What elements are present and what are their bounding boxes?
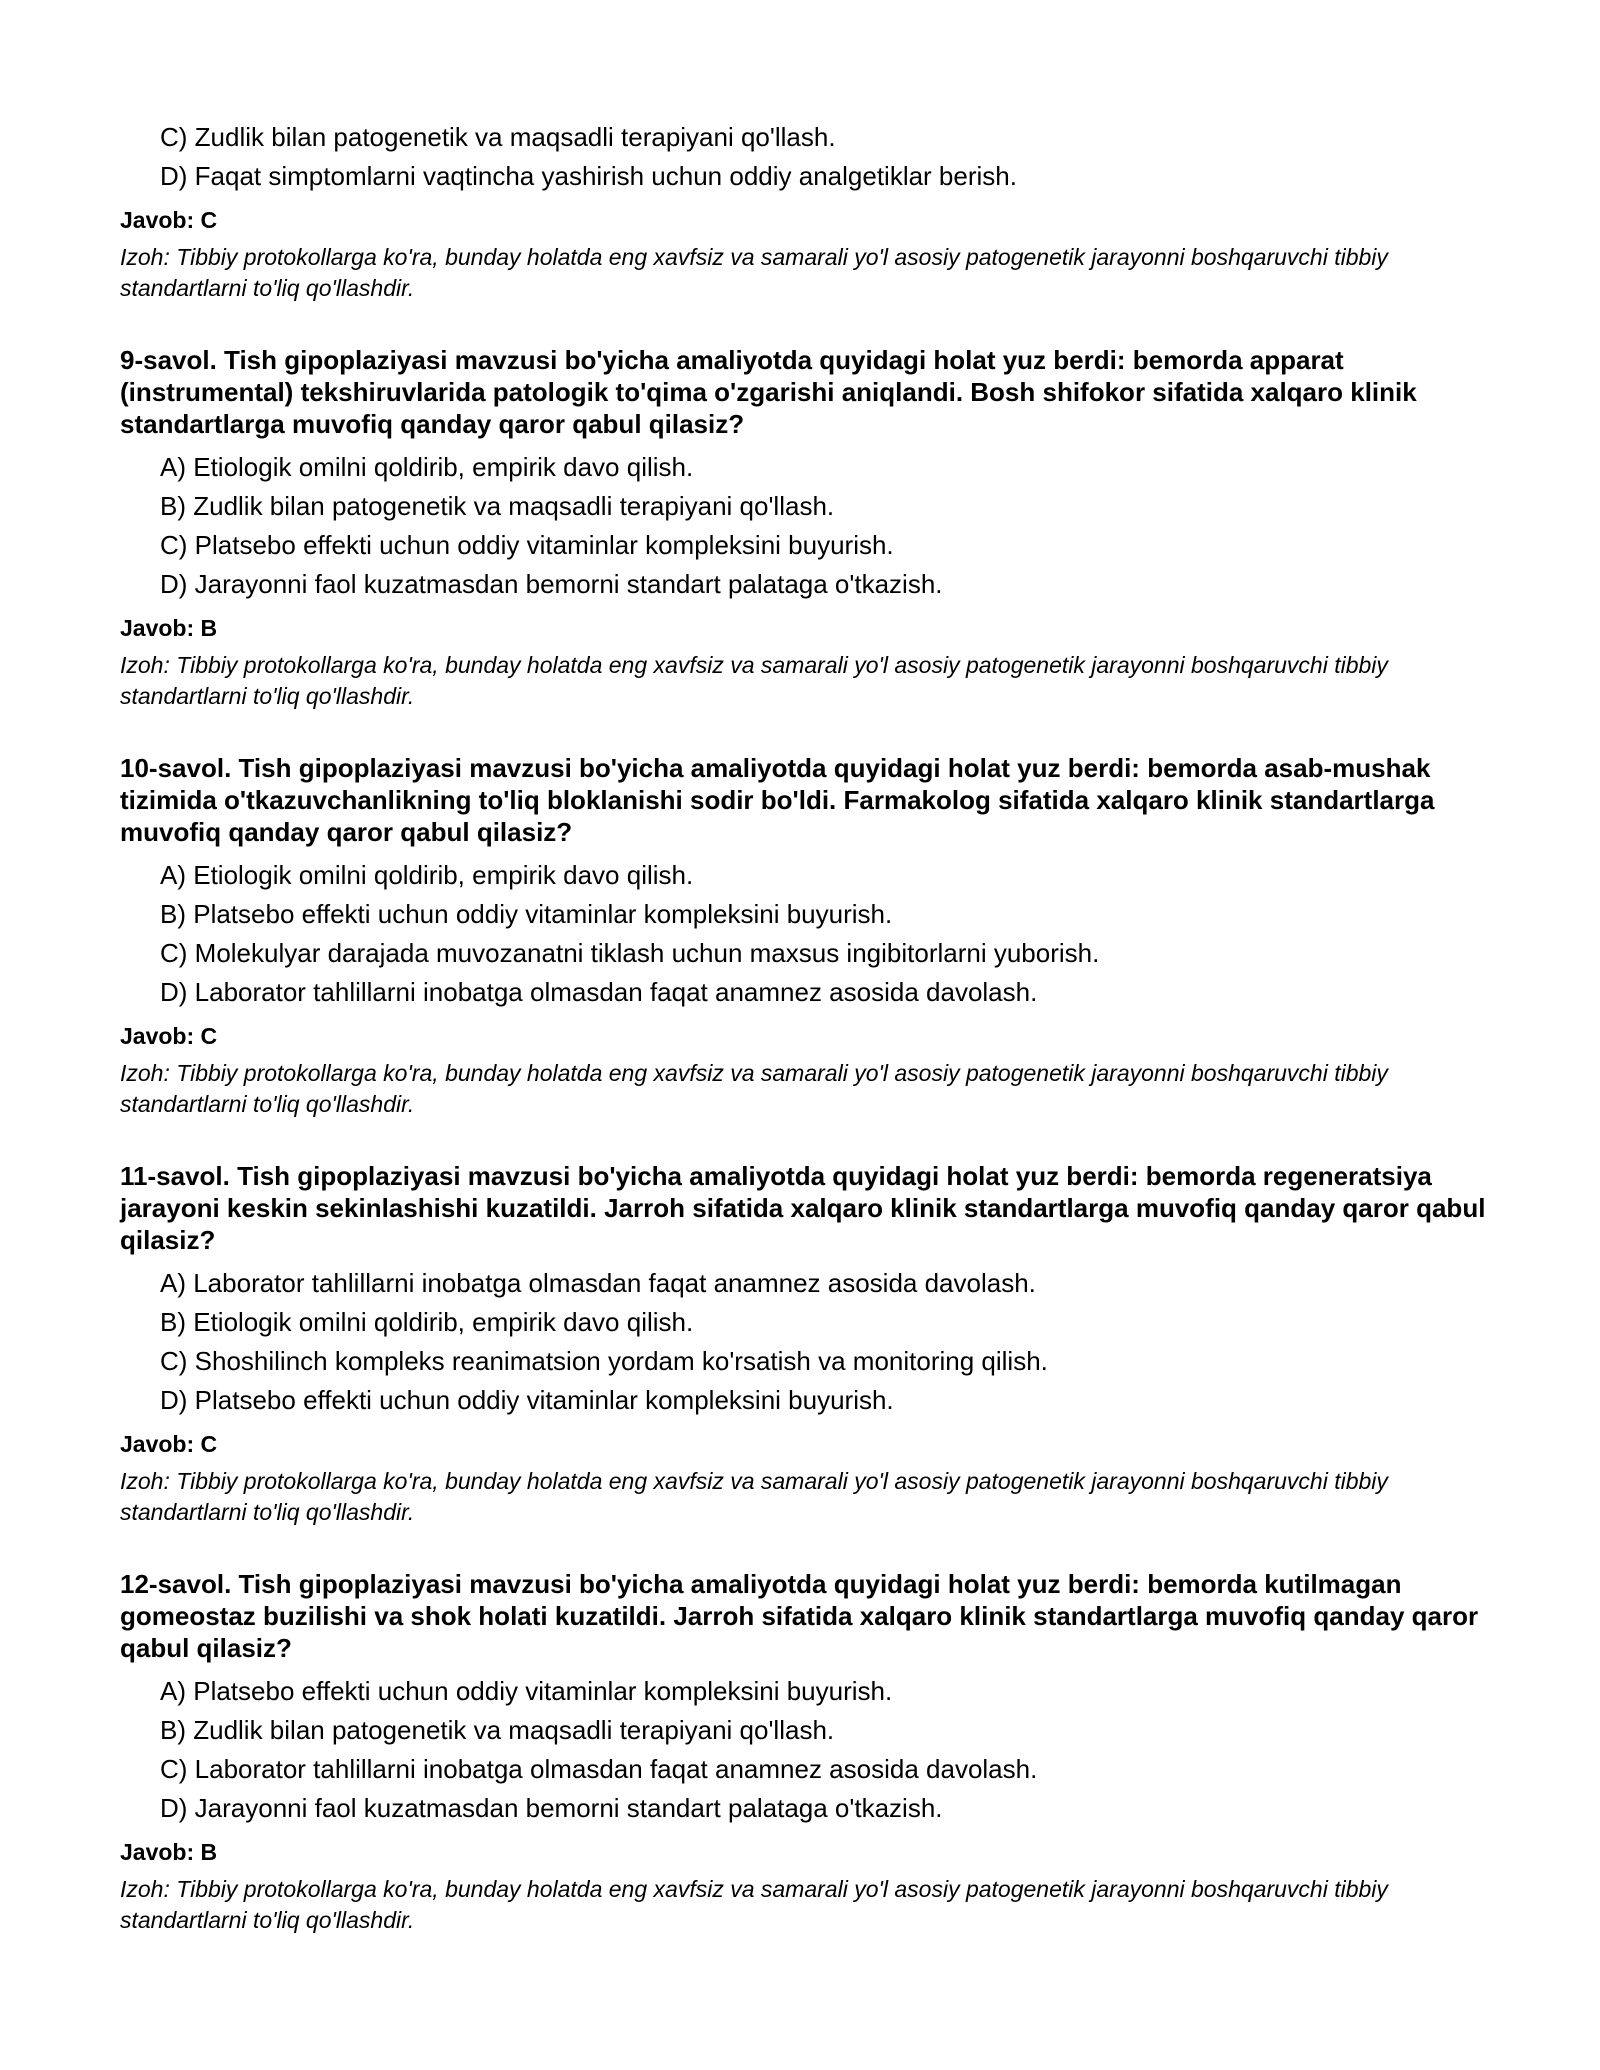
question-11 [120,1160,1500,1528]
option-b: B) Platsebo effekti uchun oddiy vitaminlar kompleksini buyurish. [160,899,893,929]
question-9 [120,344,1500,712]
option-c: C) Shoshilinch kompleks reanimatsion yordam ko'rsatish va monitoring qilish. [160,1346,1048,1376]
option-a: A) Etiologik omilni qoldirib, empirik davo qilish. [160,860,694,890]
option-d: D) Faqat simptomlarni vaqtincha yashirish uchun oddiy analgetiklar berish. [160,161,1017,191]
answer-label: Javob: C [120,207,218,233]
question-text: 12-savol. Tish gipoplaziyasi mavzusi bo'yicha amaliyotda quyidagi holat yuz berdi: bemorda kutilmagan gomeostaz buzilishi va shok holati kuzatildi. Jarroh sifatida xalqaro klinik standartlarga muvofiq qanday qaror qabul qilasiz? [120,1569,1479,1663]
question-text: 9-savol. Tish gipoplaziyasi mavzusi bo'yicha amaliyotda quyidagi holat yuz berdi: bemorda apparat (instrumental) tekshiruvlarida patologik to'qima o'zgarishi aniqlandi. Bosh shifokor sifatida xalqaro klinik standartlarga muvofiq qanday qaror qabul qilasiz? [120,345,1417,439]
question-text: 11-savol. Tish gipoplaziyasi mavzusi bo'yicha amaliyotda quyidagi holat yuz berdi: bemorda regeneratsiya jarayoni keskin sekinlashishi kuzatildi. Jarroh sifatida xalqaro klinik standartlarga muvofiq qanday qaror qabul qilasiz? [120,1161,1486,1255]
option-list [120,118,1500,196]
option-b: B) Etiologik omilni qoldirib, empirik davo qilish. [160,1307,694,1337]
option-c: C) Platsebo effekti uchun oddiy vitaminlar kompleksini buyurish. [160,530,894,560]
question-10 [120,752,1500,1120]
option-d: D) Jarayonni faol kuzatmasdan bemorni standart palataga o'tkazish. [160,569,943,599]
question-12 [120,1568,1500,1936]
option-c: C) Laborator tahlillarni inobatga olmasdan faqat anamnez asosida davolash. [160,1754,1038,1784]
answer-label: Javob: C [120,1023,218,1049]
explanation-note: Izoh: Tibbiy protokollarga ko'ra, bunday holatda eng xavfsiz va samarali yo'l asosiy patogenetik jarayonni boshqaruvchi tibbiy standartlarni to'liq qo'llashdir. [120,1468,1388,1525]
option-a: A) Platsebo effekti uchun oddiy vitaminlar kompleksini buyurish. [160,1676,893,1706]
option-list [120,856,1500,1012]
option-d: D) Laborator tahlillarni inobatga olmasdan faqat anamnez asosida davolash. [160,977,1038,1007]
explanation-note: Izoh: Tibbiy protokollarga ko'ra, bunday holatda eng xavfsiz va samarali yo'l asosiy patogenetik jarayonni boshqaruvchi tibbiy standartlarni to'liq qo'llashdir. [120,244,1388,301]
explanation-note: Izoh: Tibbiy protokollarga ko'ra, bunday holatda eng xavfsiz va samarali yo'l asosiy patogenetik jarayonni boshqaruvchi tibbiy standartlarni to'liq qo'llashdir. [120,1876,1388,1933]
option-c: C) Molekulyar darajada muvozanatni tiklash uchun maxsus ingibitorlarni yuborish. [160,938,1100,968]
option-list [120,1264,1500,1420]
option-a: A) Laborator tahlillarni inobatga olmasdan faqat anamnez asosida davolash. [160,1268,1036,1298]
answer-label: Javob: B [120,615,218,641]
option-d: D) Jarayonni faol kuzatmasdan bemorni standart palataga o'tkazish. [160,1793,943,1823]
option-c: C) Zudlik bilan patogenetik va maqsadli terapiyani qo'llash. [160,122,836,152]
option-d: D) Platsebo effekti uchun oddiy vitaminlar kompleksini buyurish. [160,1385,894,1415]
answer-label: Javob: C [120,1431,218,1457]
carryover-block [120,118,1500,304]
option-b: B) Zudlik bilan patogenetik va maqsadli terapiyani qo'llash. [160,1715,835,1745]
option-b: B) Zudlik bilan patogenetik va maqsadli terapiyani qo'llash. [160,491,835,521]
document-page [120,118,1500,1936]
option-a: A) Etiologik omilni qoldirib, empirik davo qilish. [160,452,694,482]
option-list [120,448,1500,604]
option-list [120,1672,1500,1828]
answer-label: Javob: B [120,1839,218,1865]
question-text: 10-savol. Tish gipoplaziyasi mavzusi bo'yicha amaliyotda quyidagi holat yuz berdi: bemorda asab-mushak tizimida o'tkazuvchanlikning to'liq bloklanishi sodir bo'ldi. Farmakolog sifatida xalqaro klinik standartlarga muvofiq qanday qaror qabul qilasiz? [120,753,1435,847]
explanation-note: Izoh: Tibbiy protokollarga ko'ra, bunday holatda eng xavfsiz va samarali yo'l asosiy patogenetik jarayonni boshqaruvchi tibbiy standartlarni to'liq qo'llashdir. [120,1060,1388,1117]
explanation-note: Izoh: Tibbiy protokollarga ko'ra, bunday holatda eng xavfsiz va samarali yo'l asosiy patogenetik jarayonni boshqaruvchi tibbiy standartlarni to'liq qo'llashdir. [120,652,1388,709]
